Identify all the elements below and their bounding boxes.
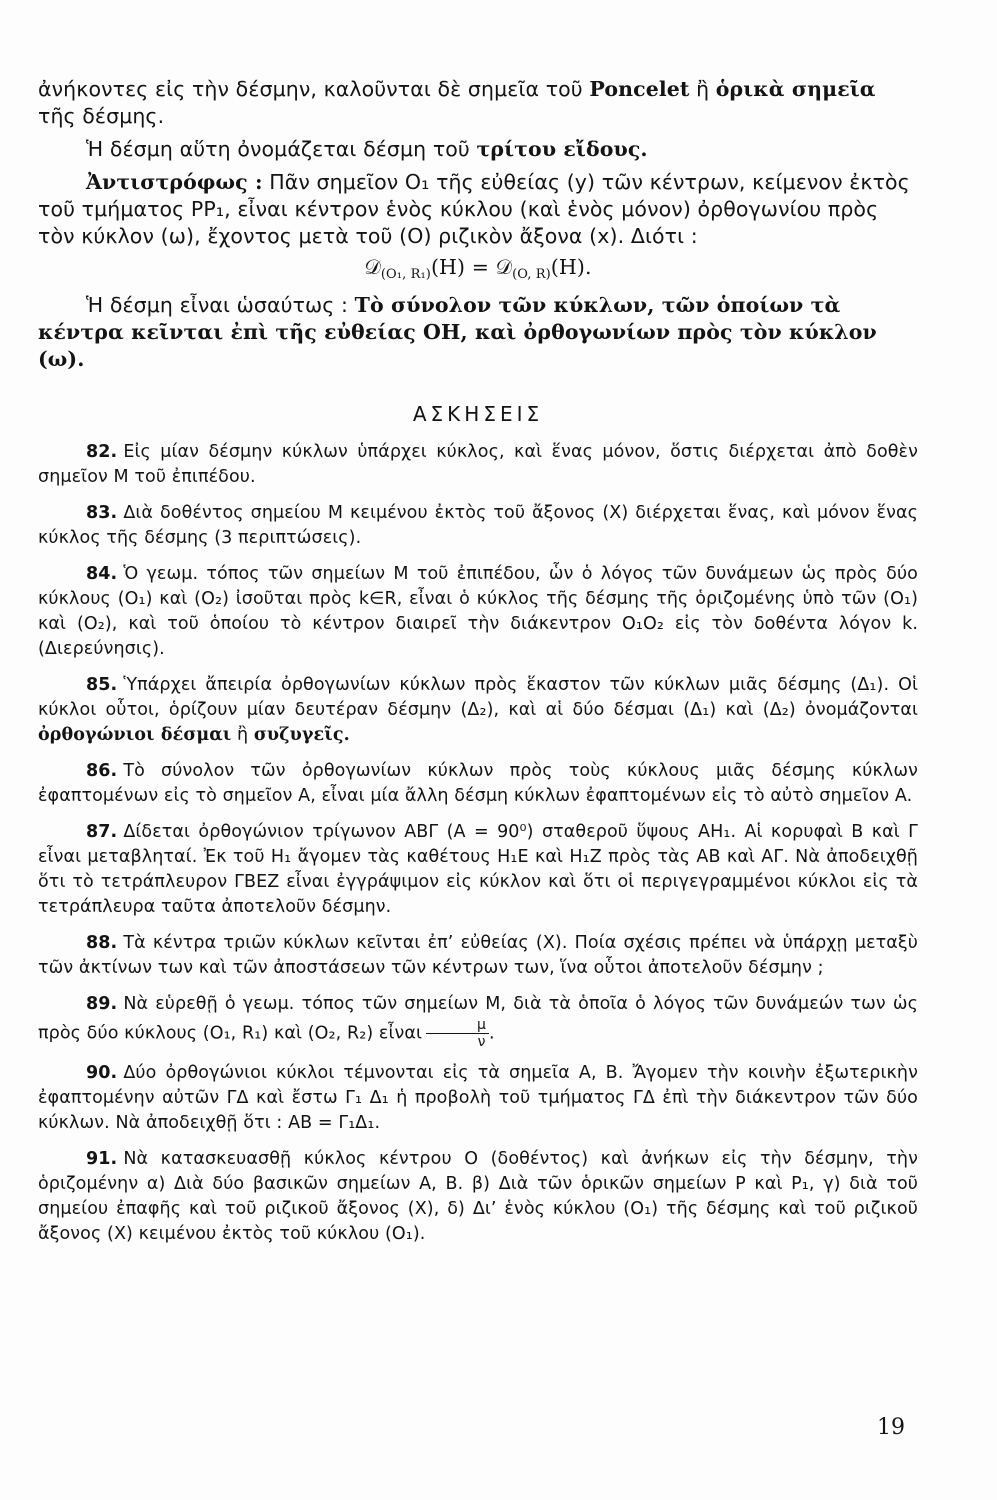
exercise-85 [38, 673, 918, 748]
formula-subscript: (O, R) [512, 267, 551, 282]
exercise-text: Εἰς μίαν δέσμην κύκλων ὑπάρχει κύκλος, καὶ ἕνας μόνον, ὅστις διέρχεται ἀπὸ δοθὲν σημεῖον M τοῦ ἐπιπέδου. [38, 442, 918, 487]
fraction-denominator: ν [477, 1034, 486, 1050]
exercise-91 [38, 1147, 918, 1247]
formula-part: (H). [550, 255, 592, 279]
exercise-number: 91. [86, 1149, 118, 1169]
exercise-number: 84. [86, 564, 118, 584]
exercise-text: Νὰ κατασκευασθῇ κύκλος κέντρου O (δοθέντος) καὶ ἀνήκων εἰς τὴν δέσμην, τὴν ὁριζομένην α) Διὰ δύο βασικῶν σημείων A, B. β) Διὰ τῶν ὁρικῶν σημείων P καὶ P₁, γ) διὰ τοῦ σημείου ἐπαφῆς καὶ τοῦ ριζικοῦ ἄξονος (X), δ) Δι’ ἑνὸς κύκλου (O₁) τῆς δέσμης καὶ τοῦ ριζικοῦ ἄξονος (X) κειμένου ἐκτὸς τοῦ κύκλου (O₁). [38, 1149, 918, 1244]
paragraph-poncelet [38, 76, 918, 130]
exercise-83 [38, 501, 918, 551]
exercise-84 [38, 562, 918, 662]
paragraph-text: Ἡ δέσμη εἶναι ὡσαύτως : [86, 293, 355, 317]
exercise-number: 83. [86, 503, 118, 523]
paragraph-third-kind [38, 136, 918, 163]
bold-definition: Τὸ σύνολον τῶν κύκλων, τῶν ὁποίων τὰ κέντρα κεῖνται ἐπὶ τῆς εὐθείας OH, καὶ ὀρθογωνίων πρὸς τὸν κύκλον (ω). [38, 293, 877, 371]
exercise-number: 89. [86, 994, 118, 1014]
exercise-text: ἢ [231, 725, 254, 745]
exercise-text: Ὑπάρχει ἄπειρία ὀρθογωνίων κύκλων πρὸς ἕκαστον τῶν κύκλων μιᾶς δέσμης (Δ₁). Οἱ κύκλοι οὗτοι, ὁρίζουν μίαν δευτέραν δέσμην (Δ₂), καὶ αἱ δύο δέσμαι (Δ₁) καὶ (Δ₂) ὀνομάζονται [38, 675, 918, 720]
exercise-87 [38, 820, 918, 920]
paragraph-text: ἢ [689, 77, 716, 101]
exercise-number: 82. [86, 442, 118, 462]
page-number: 19 [877, 1415, 905, 1440]
bold-term-limit-points: ὁρικὰ σημεῖα [715, 77, 876, 101]
paragraph-converse [38, 169, 918, 250]
exercise-number: 85. [86, 675, 118, 695]
paragraph-text: Ἡ δέσμη αὕτη ὀνομάζεται δέσμη τοῦ [86, 137, 477, 161]
formula-part: 𝒟 [364, 255, 381, 279]
exercise-text: Δύο ὀρθογώνιοι κύκλοι τέμνονται εἰς τὰ σημεῖα A, B. Ἄγομεν τὴν κοινὴν ἐξωτερικὴν ἐφαπτομένην αὐτῶν ΓΔ καὶ ἔστω Γ₁ Δ₁ ἡ προβολὴ τοῦ τμήματος ΓΔ ἐπὶ τὴν διάκεντρον τῶν δύο κύκλων. Νὰ ἀποδειχθῇ ὅτι : AB = Γ₁Δ₁. [38, 1063, 918, 1133]
fraction-numerator: μ [426, 1017, 489, 1034]
exercise-88 [38, 931, 918, 981]
bold-term-poncelet: Poncelet [589, 77, 690, 101]
exercise-text: Διὰ δοθέντος σημείου M κειμένου ἐκτὸς τοῦ ἄξονος (X) διέρχεται ἕνας, καὶ μόνον ἕνας κύκλος τῆς δέσμης (3 περιπτώσεις). [38, 503, 918, 548]
section-heading-exercises: ΑΣΚΗΣΕΙΣ [412, 402, 544, 426]
paragraph-text: ἀνήκοντες εἰς τὴν δέσμην, καλοῦνται δὲ σημεῖα τοῦ [38, 77, 590, 101]
exercise-86 [38, 759, 918, 809]
bold-term-orthogonal-pencils: ὀρθογώνιοι δέσμαι [38, 725, 232, 745]
exercise-text: Ὁ γεωμ. τόπος τῶν σημείων M τοῦ ἐπιπέδου, ὧν ὁ λόγος τῶν δυνάμεων ὡς πρὸς δύο κύκλους (O₁) καὶ (O₂) ἰσοῦται πρὸς k∈R, εἶναι ὁ κύκλος τῆς δέσμης τῆς ὁριζομένης ὑπὸ τῶν (O₁) καὶ (O₂), καὶ τοῦ ὁποίου τὸ κέντρον διαιρεῖ τὴν διάκεντρον O₁O₂ εἰς τὸν δοθέντα λόγον k. (Διερεύνησις). [38, 564, 918, 659]
page-content [38, 76, 918, 1247]
exercise-89 [38, 992, 918, 1050]
exercise-number: 87. [86, 822, 118, 842]
fraction-mu-over-nu [426, 1017, 489, 1050]
formula-part: (H) = 𝒟 [430, 255, 513, 279]
exercise-number: 86. [86, 761, 118, 781]
exercise-90 [38, 1061, 918, 1136]
exercise-text: Τὸ σύνολον τῶν ὀρθογωνίων κύκλων πρὸς τοὺς κύκλους μιᾶς δέσμης κύκλων ἐφαπτομένων εἰς τὸ σημεῖον A, εἶναι μία ἄλλη δέσμη κύκλων ἐφαπτομένων εἰς τὸ αὐτὸ σημεῖον A. [38, 761, 918, 806]
paragraph-definition [38, 292, 918, 373]
power-equality-formula [38, 254, 918, 288]
bold-term-conjugate: συζυγεῖς. [253, 725, 350, 745]
formula-subscript: (O₁, R₁) [380, 267, 431, 282]
paragraph-text: τῆς δέσμης. [38, 104, 165, 128]
exercise-82 [38, 440, 918, 490]
exercise-number: 90. [86, 1063, 118, 1083]
paragraph-text: Πᾶν σημεῖον O₁ τῆς εὐθείας (y) τῶν κέντρων, κείμενον ἐκτὸς τοῦ τμήματος PP₁, εἶναι κέντρον ἑνὸς κύκλου (καὶ ἑνὸς μόνον) ὀρθογωνίου πρὸς τὸν κύκλον (ω), ἔχοντος μετὰ τοῦ (O) ριζικὸν ἄξονα (x). Διότι : [38, 170, 910, 248]
exercise-text: Τὰ κέντρα τριῶν κύκλων κεῖνται ἐπ’ εὐθείας (X). Ποία σχέσις πρέπει νὰ ὑπάρχῃ μεταξὺ τῶν ἀκτίνων των καὶ τῶν ἀποστάσεων τῶν κέντρων των, ἵνα οὗτοι ἀποτελοῦν δέσμην ; [38, 933, 918, 978]
exercise-text: Νὰ εὑρεθῇ ὁ γεωμ. τόπος τῶν σημείων M, διὰ τὰ ὁποῖα ὁ λόγος τῶν δυνάμεών των ὡς πρὸς δύο κύκλους (O₁, R₁) καὶ (O₂, R₂) εἶναι [38, 994, 918, 1044]
exercise-number: 88. [86, 933, 118, 953]
bold-term-third-kind: τρίτου εἴδους. [476, 137, 648, 161]
bold-term-converse: Ἀντιστρόφως : [86, 170, 263, 194]
exercise-text: Δίδεται ὀρθογώνιον τρίγωνον ΑΒΓ (Α = 90⁰) σταθεροῦ ὕψους ΑΗ₁. Αἱ κορυφαὶ Β καὶ Γ εἶναι μεταβληταί. Ἐκ τοῦ Η₁ ἄγομεν τὰς καθέτους Η₁Ε καὶ Η₁Ζ πρὸς τὰς ΑΒ καὶ ΑΓ. Νὰ ἀποδειχθῇ ὅτι τὸ τετράπλευρον ΓΒΕΖ εἶναι ἐγγράψιμον εἰς κύκλον καὶ ὅτι οἱ περιγεγραμμένοι κύκλοι εἰς τὰ τετράπλευρα ταῦτα ἀποτελοῦν δέσμην. [38, 822, 918, 917]
exercise-text: . [489, 1023, 495, 1044]
